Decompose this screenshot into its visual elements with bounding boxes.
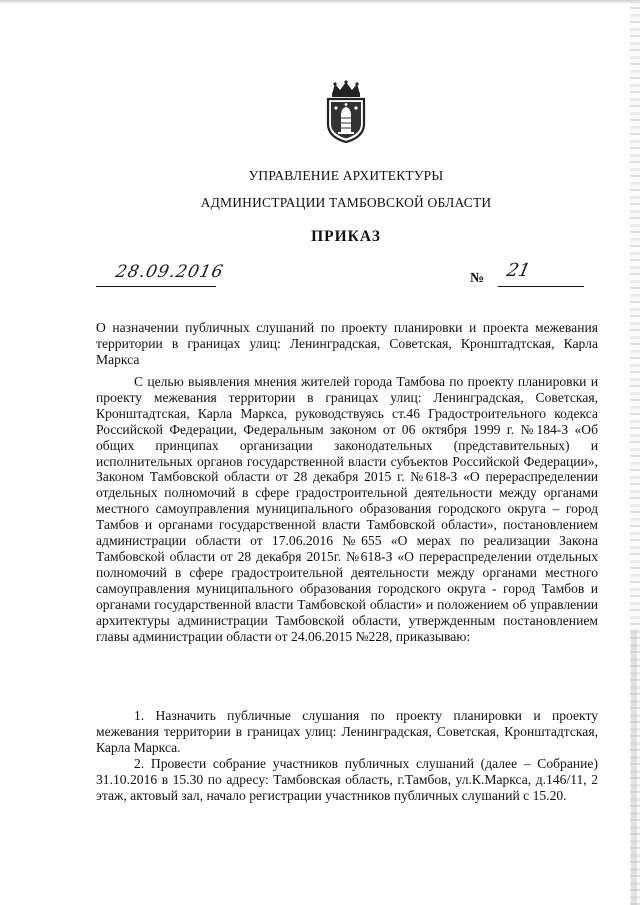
department-title: УПРАВЛЕНИЕ АРХИТЕКТУРЫ — [248, 168, 444, 183]
scan-edge-top — [0, 0, 640, 4]
order-preamble: С целью выявления мнения жителей города Тамбова по проекту планировки и проекту межевания территории в границах улиц: Ленинградская, Советская, Кронштадтская, Карла Маркса, руководствуясь ст.46 Градостроительного кодекса Российской Федерации, Федеральным законом от 06 октября 1999 г. №184-З «Об общих принципах организации законодательных (представительных) и исполнительных органов государственной власти субъектов Российской Федерации», Законом Тамбовской области от 28 декабря 2015 г. №618-З «О перераспределении отдельных полномочий в сфере градостроительной деятельности между органами местного самоуправления муниципального образования городского округа – город Тамбов и органами государственной власти Тамбовской области», постановлением администрации области от 17.06.2016 №655 «О мерах по реализации Закона Тамбовской области от 28 декабря 2015г. №618-З «О перераспределении отдельных полномочий в сфере градостроительной деятельности между органами местного самоуправления муниципального образования городского округа - город Тамбов и органами государственной власти Тамбовской области» и положением об управлении архитектуры администрации Тамбовской области, утвержденным постановлением главы администрации области от 24.06.2015 №228, приказываю: — [96, 374, 598, 644]
tambov-coat-of-arms-icon — [321, 80, 371, 144]
order-item-1: 1. Назначить публичные слушания по проекту планировки и проекту межевания территории в границах улиц: Ленинградская, Советская, Кронштадтская, Карла Маркса. — [96, 708, 598, 755]
number-label: № — [470, 271, 485, 286]
order-subject: О назначении публичных слушаний по проекту планировки и проекта межевания территории в границах улиц: Ленинградская, Советская, Кронштадтская, Карла Маркса — [96, 320, 598, 367]
order-item-2: 2. Провести собрание участников публичных слушаний (далее – Собрание) 31.10.2016 в 15.30 по адресу: Тамбовская область, г.Тамбов, ул.К.Маркса, д.146/11, 2 этаж, актовый зал, начало регистрации участников публичных слушаний с 15.20. — [96, 756, 598, 803]
scan-shadow-right — [631, 630, 637, 905]
document-type-title: ПРИКАЗ — [311, 228, 381, 245]
handwritten-date: 28.09.2016 — [113, 262, 226, 282]
handwritten-number: 21 — [504, 260, 533, 281]
administration-title: АДМИНИСТРАЦИИ ТАМБОВСКОЙ ОБЛАСТИ — [200, 195, 492, 210]
